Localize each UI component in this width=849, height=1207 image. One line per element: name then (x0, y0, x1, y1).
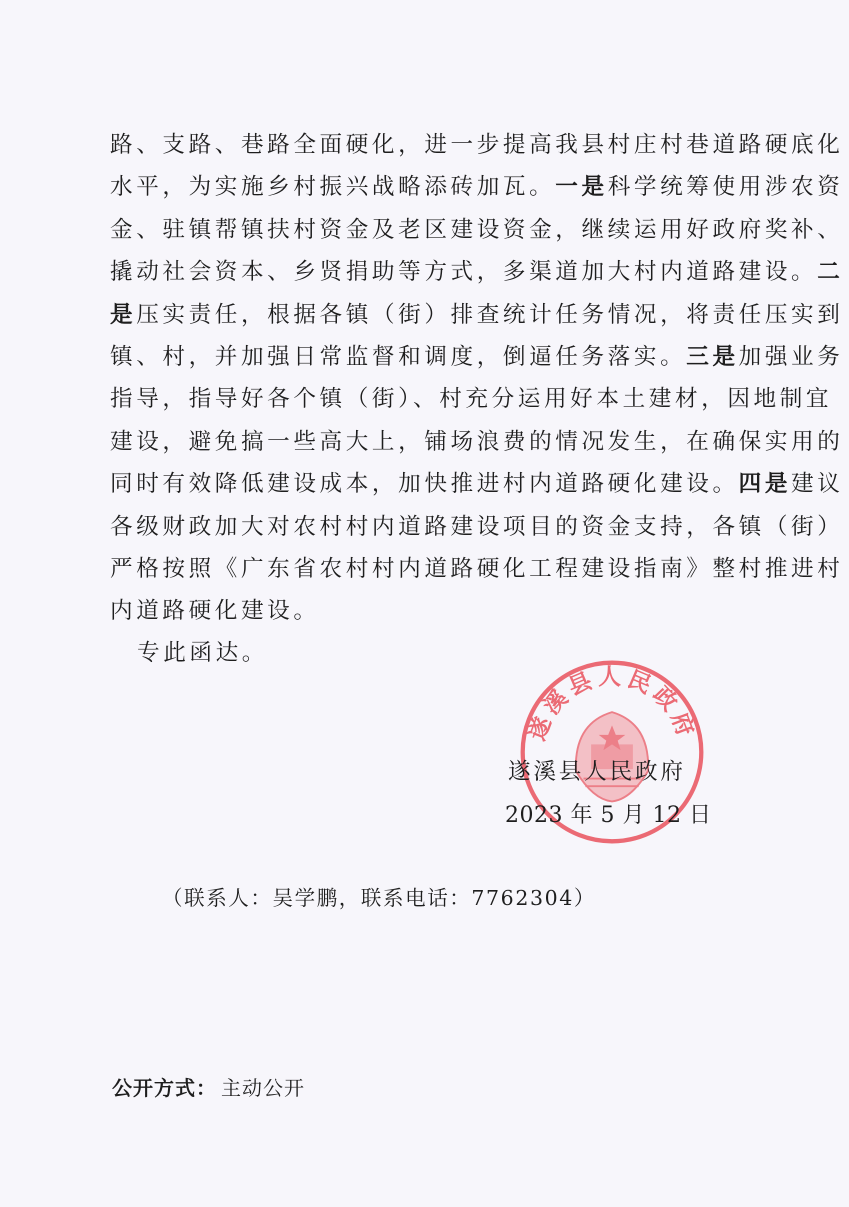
body-line (110, 294, 844, 336)
body-text-segment: 镇、村，并加强日常监督和调度，倒逼任务落实。 (110, 344, 687, 371)
body-line (110, 209, 844, 251)
body-text-segment: 科学统筹使用涉农资 (607, 174, 844, 201)
contact-info: （联系人：吴学鹏，联系电话：7762304） (162, 886, 596, 910)
issue-date: 2023 年 5 月 12 日 (505, 803, 712, 828)
body-line (110, 166, 844, 208)
body-text-segment: 建设，避免搞一些高大上，铺场浪费的情况发生，在确保实用的 (110, 428, 844, 455)
body-line (110, 548, 844, 590)
issuer-name: 遂溪县人民政府 (508, 759, 686, 785)
bold-ordinal-text: 一是 (555, 174, 608, 201)
body-line (110, 421, 844, 463)
body-text-segment: 路、支路、巷路全面硬化，进一步提高我县村庄村巷道路硬底化 (110, 132, 844, 158)
body-text-segment: 指导，指导好各个镇（街）、村充分运用好本土建材，因地制宜 (110, 386, 833, 413)
seal-text: 遂溪县人民政府 (524, 664, 700, 745)
body-line (110, 378, 833, 420)
body-line (110, 124, 844, 166)
closing-remark: 专此函达。 (137, 640, 268, 666)
bold-ordinal-text: 四是 (738, 471, 792, 498)
body-text-segment: 加强业务 (738, 344, 844, 371)
body-line (110, 463, 844, 505)
body-line (110, 251, 844, 293)
body-text-segment: 内道路硬化建设。 (110, 598, 320, 625)
body-text-segment: 金、驻镇帮镇扶村资金及老区建设资金，继续运用好政府奖补、 (110, 216, 844, 243)
body-line (110, 506, 844, 548)
body-text-segment: 建议 (791, 471, 844, 498)
body-text-segment: 各级财政加大对农村村内道路建设项目的资金支持，各镇（街） (110, 513, 844, 540)
body-text-segment: 同时有效降低建设成本，加快推进村内道路硬化建设。 (110, 471, 739, 498)
body-text-segment: 压实责任，根据各镇（街）排查统计任务情况，将责任压实到 (136, 301, 844, 328)
bold-ordinal-text: 二 (817, 259, 844, 286)
body-text-segment: 撬动社会资本、乡贤捐助等方式，多渠道加大村内道路建设。 (110, 259, 818, 286)
disclosure-label: 公开方式： (112, 1076, 217, 1100)
disclosure-value: 主动公开 (221, 1076, 305, 1100)
bold-ordinal-text: 三是 (686, 344, 739, 371)
body-line (110, 590, 744, 632)
body-text-segment: 严格按照《广东省农村村内道路硬化工程建设指南》整村推进村 (110, 556, 844, 583)
disclosure-method (112, 1068, 305, 1108)
body-text-segment: 水平，为实施乡村振兴战略添砖加瓦。 (110, 174, 556, 201)
body-paragraph (110, 124, 844, 633)
bold-ordinal-text: 是 (110, 301, 137, 328)
body-line (110, 336, 844, 378)
